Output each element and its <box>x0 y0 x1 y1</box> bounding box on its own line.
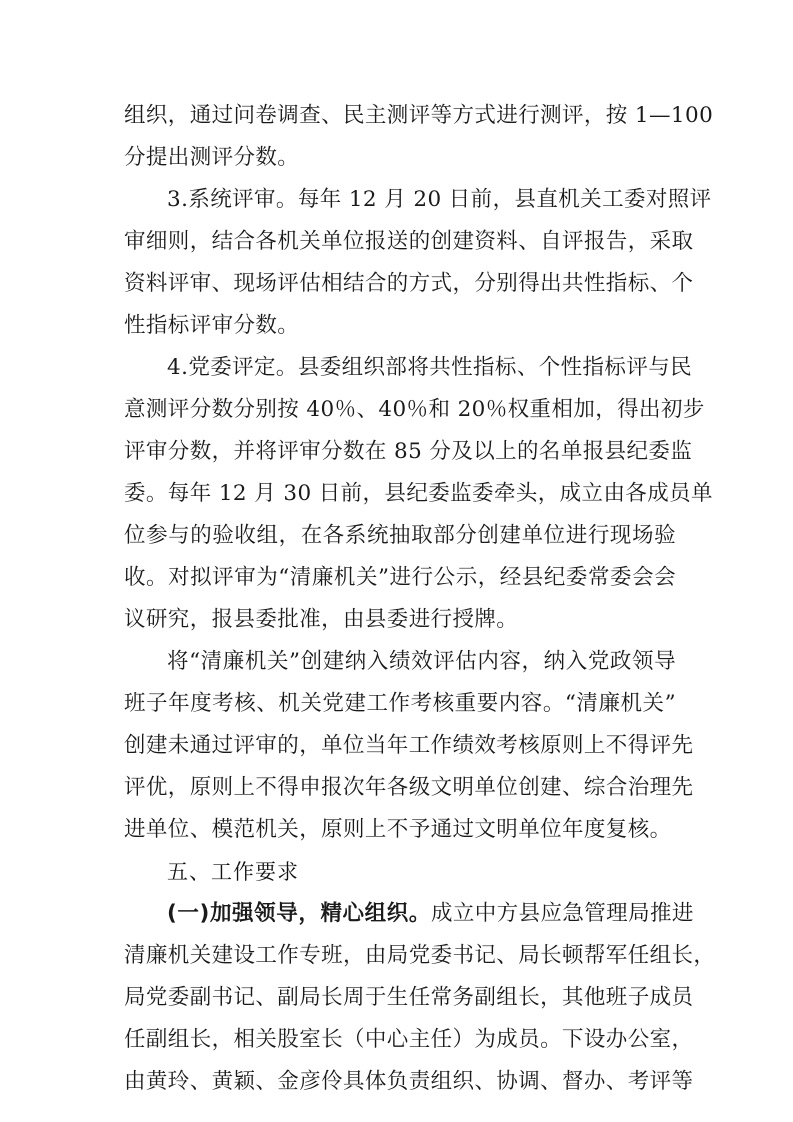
text-line <box>167 896 694 932</box>
text-line: 评优，原则上不得申报次年各级文明单位创建、综合治理先 <box>124 775 694 800</box>
text-line: 任副组长，相关股室长（中心主任）为成员。下设办公室， <box>124 1027 694 1052</box>
text-line: 位参与的验收组，在各系统抽取部分创建单位进行现场验 <box>124 523 676 548</box>
text-line: 局党委副书记、副局长周于生任常务副组长，其他班子成员 <box>124 985 694 1010</box>
text-line: 4.党委评定。县委组织部将共性指标、个性指标评与民 <box>167 355 693 380</box>
text-line: 创建未通过评审的，单位当年工作绩效考核原则上不得评先 <box>124 733 694 758</box>
text-line: 进单位、模范机关，原则上不予通过文明单位年度复核。 <box>124 817 672 842</box>
text-line: 资料评审、现场评估相结合的方式，分别得出共性指标、个 <box>124 271 694 296</box>
text-line: 清廉机关建设工作专班，由局党委书记、局长顿帮军任组长， <box>124 943 716 968</box>
text-line: 议研究，报县委批准，由县委进行授牌。 <box>124 607 519 632</box>
text-line: 分提出测评分数。 <box>124 145 300 170</box>
section-heading: 五、工作要求 <box>167 860 299 884</box>
text-line: 审细则，结合各机关单位报送的创建资料、自评报告，采取 <box>124 229 694 254</box>
text-line: 将“清廉机关”创建纳入绩效评估内容，纳入党政领导 <box>167 649 676 674</box>
text-line: 性指标评审分数。 <box>124 313 300 338</box>
text-line: 3.系统评审。每年 12 月 20 日前，县直机关工委对照评 <box>167 187 712 212</box>
text-span: 成立中方县应急管理局推进 <box>430 901 694 926</box>
text-line: 评审分数，并将评审分数在 85 分及以上的名单报县纪委监 <box>124 439 693 464</box>
text-line: 收。对拟评审为“清廉机关”进行公示，经县纪委常委会会 <box>124 565 676 590</box>
subsection-title: (一)加强领导，精心组织。 <box>167 901 431 926</box>
text-line: 组织，通过问卷调查、民主测评等方式进行测评，按 1—100 <box>124 103 714 128</box>
text-line: 意测评分数分别按 40％、40％和 20％权重相加，得出初步 <box>124 397 705 422</box>
text-line: 由黄玲、黄颖、金彦伶具体负责组织、协调、督办、考评等 <box>124 1069 694 1094</box>
text-line: 班子年度考核、机关党建工作考核重要内容。“清廉机关” <box>124 691 676 716</box>
text-line: 委。每年 12 月 30 日前，县纪委监委牵头，成立由各成员单 <box>124 481 713 506</box>
